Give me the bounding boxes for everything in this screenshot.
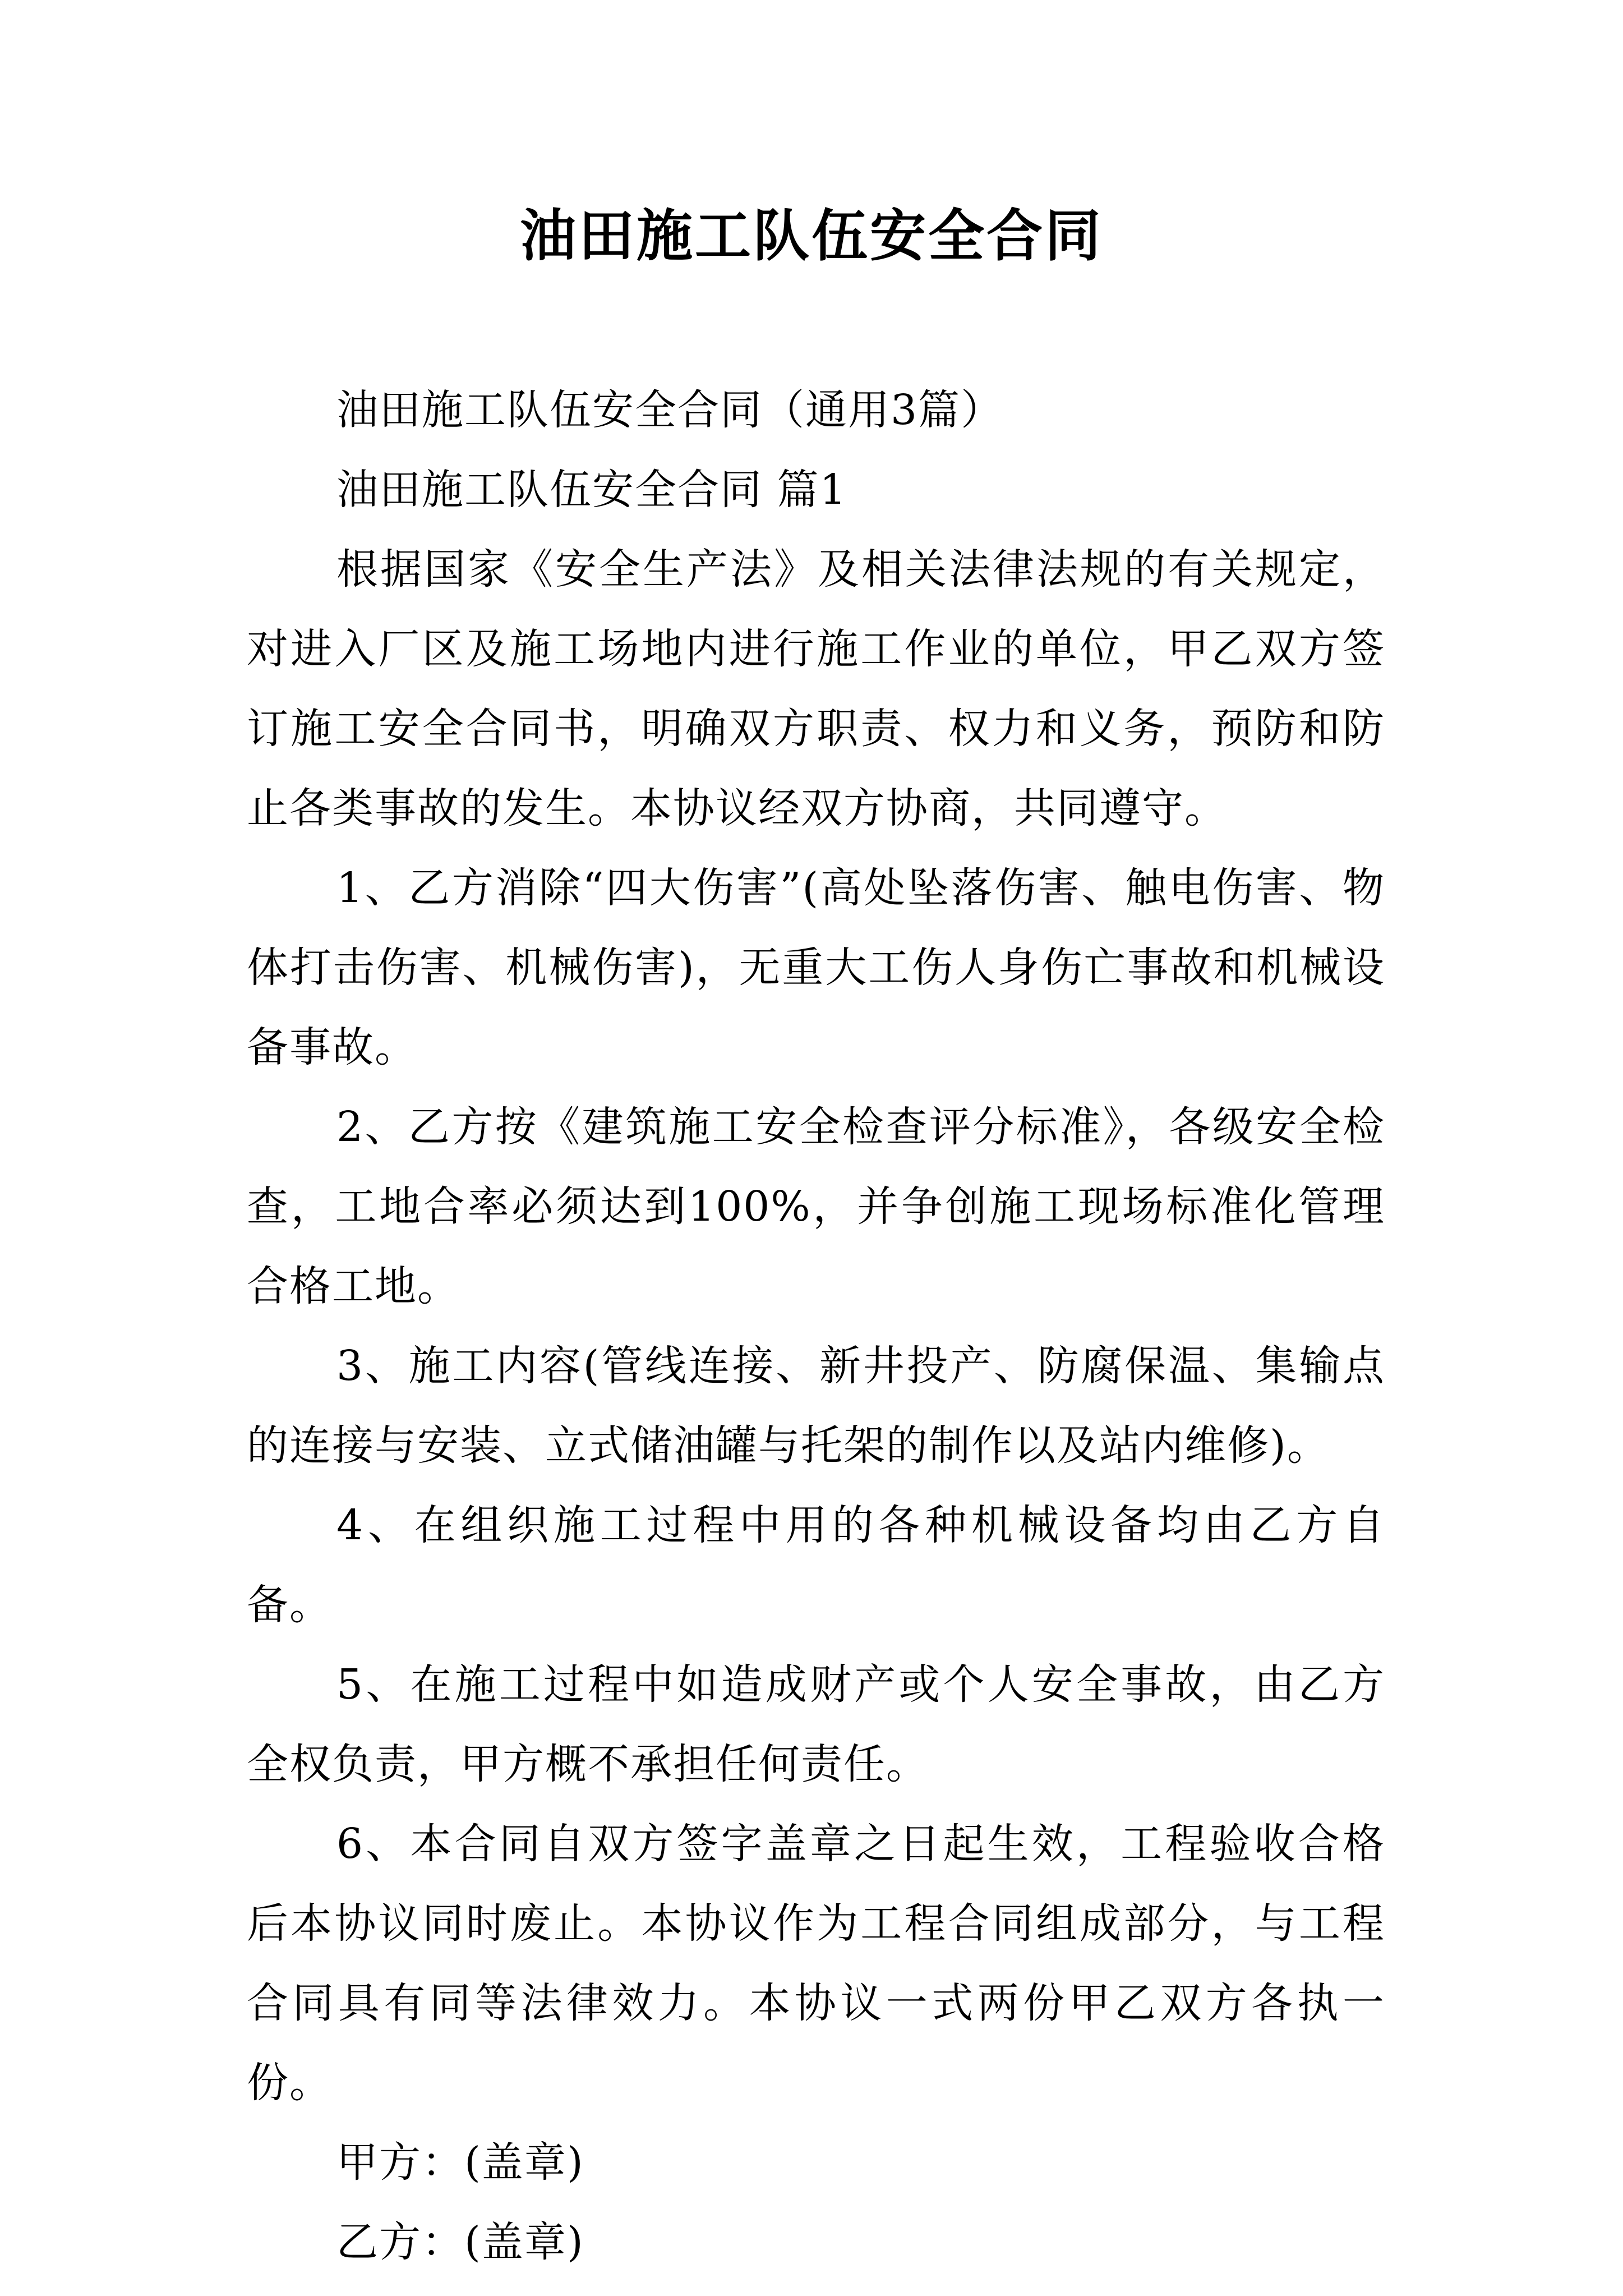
clause-5: 5、在施工过程中如造成财产或个人安全事故，由乙方全权负责，甲方概不承担任何责任。: [247, 1660, 1385, 1788]
clause-3: 3、施工内容(管线连接、新井投产、防腐保温、集输点的连接与安装、立式储油罐与托架的制作以及站内维修)。: [247, 1342, 1385, 1470]
clause-4: 4、在组织施工过程中用的各种机械设备均由乙方自备。: [247, 1501, 1385, 1629]
subtitle-paragraph: 油田施工队伍安全合同（通用3篇）: [336, 386, 1004, 434]
clause-1: 1、乙方消除“四大伤害”(高处坠落伤害、触电伤害、物体打击伤害、机械伤害)，无重大工伤人身伤亡事故和机械设备事故。: [247, 864, 1385, 1071]
clause-6: 6、本合同自双方签字盖章之日起生效，工程验收合格后本协议同时废止。本协议作为工程合同组成部分，与工程合同具有同等法律效力。本协议一式两份甲乙双方各执一份。: [247, 1820, 1385, 2107]
party-b-signature: 乙方：(盖章): [336, 2218, 584, 2266]
section-heading: 油田施工队伍安全合同 篇1: [336, 466, 847, 514]
party-a-signature: 甲方：(盖章): [336, 2138, 584, 2187]
clause-2: 2、乙方按《建筑施工安全检查评分标准》，各级安全检查，工地合率必须达到100%，并争创施工现场标准化管理合格工地。: [247, 1103, 1385, 1310]
document-body: [247, 370, 1385, 2282]
document-title: 油田施工队伍安全合同: [520, 203, 1103, 269]
intro-paragraph: 根据国家《安全生产法》及相关法律法规的有关规定，对进入厂区及施工场地内进行施工作业的单位，甲乙双方签订施工安全合同书，明确双方职责、权力和义务，预防和防止各类事故的发生。本协议经双方协商，共同遵守。: [247, 545, 1385, 832]
